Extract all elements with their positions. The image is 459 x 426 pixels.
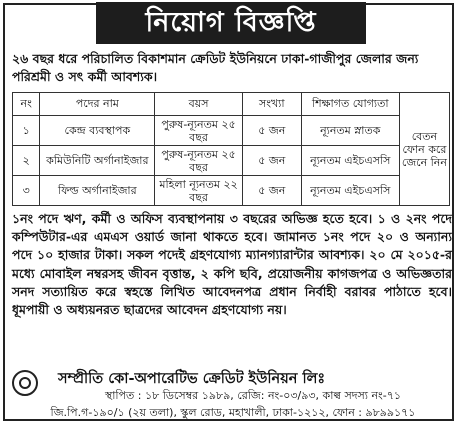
row-qualification: ন্যূনতম এইচএসসি <box>301 146 399 176</box>
notice-body: ১নং পদে ঋণ, কর্মী ও অফিস ব্যবস্থাপনায় ৩ বছরের অভিজ্ঞ হতে হবে। ১ ও ২নং পদে কম্পিউটার-এর এমএস ওয়ার্ড জানা থাকতে হবে। জামানত ১নং পদে ২০ ও অন্যান্য পদে ১০ হাজার টাকা। সকল পদেই গ্রহণযোগ্য ম্যানগ্যারান্টার আবশ্যক। ২০ মে ২০১৫-র মধ্যে মোবাইল নম্বরসহ জীবন বৃত্তান্ত, ২ কপি ছবি, প্রয়োজনীয় কাগজপত্র ও অভিজ্ঞতার সনদ সত্যায়িত করে স্বহস্তে লিখিত আবেদনপত্র প্রধান নির্বাহী বরাবর পাঠাতে হবে। ধূমপায়ী ও অধ্যয়নরত ছাত্রদের আবেদন গ্রহণযোগ্য নয়। <box>12 211 452 318</box>
row-age: পুরুষ-ন্যূনতম ২৫ বছর <box>155 116 242 146</box>
table-row <box>13 146 450 176</box>
notice-intro: ২৬ বছর ধরে পরিচালিত বিকাশমান ক্রেডিট ইউনিয়নে ঢাকা-গাজীপুর জেলার জন্য পরিশ্রমী ও সৎ কর্মী আবশ্যক। <box>12 51 419 84</box>
header-count: সংখ্যা <box>242 93 301 116</box>
row-post: কেন্দ্র ব্যবস্থাপক <box>40 116 155 146</box>
table-header-row <box>13 93 450 116</box>
row-no: ২ <box>13 146 40 176</box>
row-qualification: ন্যূনতম এইচএসসি <box>301 176 399 206</box>
header-post: পদের নাম <box>40 93 155 116</box>
row-age: পুরুষ-ন্যূনতম ২৫ বছর <box>155 146 242 176</box>
row-no: ১ <box>13 116 40 146</box>
row-post: কমিউনিটি অর্গানাইজার <box>40 146 155 176</box>
header-no: নং <box>13 93 40 116</box>
row-no: ৩ <box>13 176 40 206</box>
organization-logo-icon <box>12 370 38 396</box>
row-qualification: ন্যূনতম স্নাতক <box>301 116 399 146</box>
salary-note: বেতন ফোন করে জেনে নিন <box>399 93 449 206</box>
organization-address: জি.পি.গ-১৯০/১ (২য় তলা), স্কুল রোড, মহাখালী, ঢাকা-১২১২, ফোন : ৯৮৯৯১৭১ <box>50 406 416 419</box>
row-count: ৫ জন <box>242 176 301 206</box>
table-row <box>13 116 450 146</box>
row-count: ৫ জন <box>242 146 301 176</box>
row-age: মহিলা ন্যূনতম ২২ বছর <box>155 176 242 206</box>
row-post: ফিল্ড অর্গানাইজার <box>40 176 155 206</box>
header-age: বয়স <box>155 93 242 116</box>
organization-registration: স্থাপিত : ১৮ ডিসেম্বর ১৯৮৯, রেজি: নং-০৩/৯৩, কাল্ব সদস্য নং-৭১ <box>104 389 402 402</box>
row-count: ৫ জন <box>242 116 301 146</box>
header-qualification: শিক্ষাগত যোগ্যতা <box>301 93 399 116</box>
vacancy-table <box>12 92 450 206</box>
notice-title: নিয়োগ বিজ্ঞপ্তি <box>96 2 366 44</box>
table-row <box>13 176 450 206</box>
organization-name: সম্প্রীতি কো-অপারেটিভ ক্রেডিট ইউনিয়ন লিঃ <box>58 371 326 387</box>
